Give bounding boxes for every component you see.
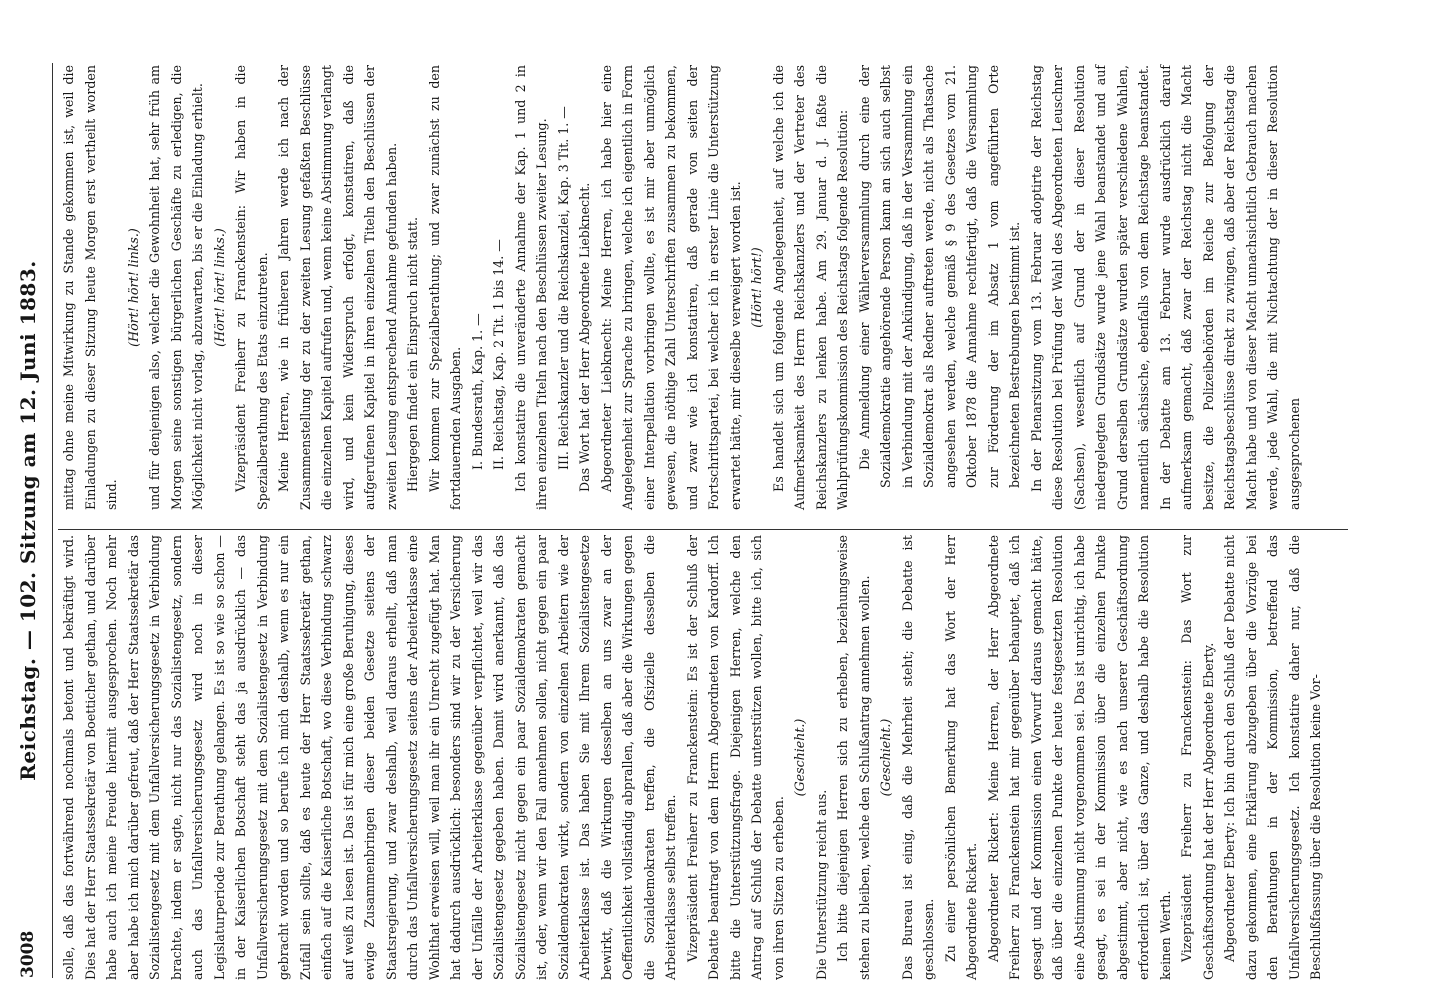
paragraph: Vizepräsident Freiherr zu Franckenstein: Wir haben in die Spezialberathung des Etats einzutreten. [233,65,270,510]
header-rule [52,63,53,978]
paragraph: Abgeordneter Liebknecht: Meine Herren, ich habe hier eine Angelegenheit zur Sprache zu bringen, welche ich eigentlich in Form einer Interpellation vorbringen wollte, es ist mir aber unmöglich gewesen, die nöthige Zahl Unterschriften zusammen zu bekommen, und zwar wie ich konstatiren, daß gerade von seiten der Fortschrittspartei, bei welcher ich in erster Linie die Unterstützung erwartet hätte, mir dieselbe verweigert worden ist. [598,65,743,510]
paragraph: mittag ohne meine Mitwirkung zu Stande gekommen ist, weil die Einladungen zu dieser Sitzung heute Morgen erst vertheilt worden sind. [61,65,119,510]
paragraph: Die Anmeldung einer Wählerversammlung durch eine der Sozialdemokratie angehörende Person kann an sich auch selbst in Verbindung mit der Ankündigung, daß in der Versammlung ein Sozialdemokrat als Redner auftreten werde, nicht als Thatsache angesehen werden, welche gemäß § 9 des Gesetzes vom 21. Oktober 1878 die Annahme rechtfertigt, daß die Versammlung zur Förderung der im Absatz 1 vom angeführten Orte bezeichneten Bestrebungen bestimmt ist. [856,65,1022,488]
page-header [14,63,48,978]
paragraph: Vizepräsident Freiherr zu Franckenstein: Das Wort zur Geschäftsordnung hat der Herr Abgeordnete Eberty. [1179,535,1216,980]
left-column [58,535,1327,980]
stage-direction: (Hört! hört! links.) [125,228,141,347]
paragraph: II. Reichstag, Kap. 2 Tit. 1 bis 14. — [491,239,506,470]
paragraph: I. Bundesrath, Kap. 1. — [469,313,485,470]
paragraph: Abgeordneter Rickert: Meine Herren, der Herr Abgeordnete Freiherr zu Franckenstein hat mir gegenüber behauptet, daß ich gesagt und der Kommission einen Vorwurf daraus gemacht hätte, daß über die einzelnen Punkte der heute festgesetzten Resolution eine Abstimmung nicht vorgenommen sei. Das ist unrichtig, ich habe gesagt, es sei in der Kommission über die einzelnen Punkte abgestimmt, aber nicht, wie es nach unserer Geschäftsordnung erforderlich ist, über das Ganze, und deshalb habe die Resolution keinen Werth. [985,535,1173,980]
stage-direction: (Hört! hört! links.) [211,228,227,347]
page-number: 3008 [18,930,38,978]
paragraph: Abgeordneter Eberty: Ich bin durch den Schluß der Debatte nicht dazu gekommen, eine Erklärung abzugeben über die Vorzüge bei den Berathungen in der Kommission, betreffend das Unfallversicherungsgesetz. Ich konstatire daher nur, daß die Beschlußfassung über die Resolution keine Vor- [1222,535,1323,980]
paragraph: Zu einer persönlichen Bemerkung hat das Wort der Herr Abgeordnete Rickert. [942,535,979,980]
page-title: Reichstag. — 102. Sitzung am 12. Juni 1883. [16,260,40,781]
paragraph: In der Plenarsitzung vom 13. Februar adoptirte der Reichstag diese Resolution bei Prüfung der Wahl des Abgeordneten Leuschner (Sachsen), wesentlich auf Grund der in dieser Resolution niedergelegten Grundsätze wurde jene Wahl beanstandet und auf Grund derselben Grundsätze wurden später verschiedene Wahlen, namentlich sächsische, ebenfalls von dem Reichstage beanstandet. In der Debatte am 13. Februar wurde ausdrücklich darauf aufmerksam gemacht, daß zwar der Reichstag nicht die Macht besitze, die Polizeibehörden im Reiche zur Befolgung der Reichstagsbeschlüsse direkt zu zwingen, daß aber der Reichstag die Macht habe und von dieser Macht unnachsichtlich Gebrauch machen werde, jede Wahl, die mit Nichtachtung der in dieser Resolution ausgesprochenen [1028,65,1302,510]
paragraph: Meine Herren, wie in früheren Jahren werde ich nach der Zusammenstellung der zu der zweiten Lesung gefaßten Beschlüsse die einzelnen Kapitel aufrufen und, wenn keine Abstimmung verlangt wird, und kein Widerspruch erfolgt, konstatiren, daß die aufgerufenen Kapitel in ihren einzelnen Titeln den Beschlüssen der zweiten Lesung entsprechend Annahme gefunden haben. [276,65,399,510]
paragraph: Wir kommen zur Spezialberathung; und zwar zunächst zu den fortdauernden Ausgaben. [426,65,463,510]
paragraph: solle, daß das fortwährend nochmals betont und bekräftigt wird. Dies hat der Herr Staatssekretär von Boetticher gethan, und darüber habe auch ich meine Freude hiermit ausgesprochen. Noch mehr aber habe ich mich darüber gefreut, daß der Herr Staatssekretär das Sozialistengesetz mit dem Unfallversicherungsgesetz in Verbindung brachte, indem er sagte, nicht nur das Sozialistengesetz, sondern auch das Unfallversicherungsgesetz wird noch in dieser Legislaturperiode zur Berathung gelangen. Es ist so wie so schon — in der Kaiserlichen Botschaft steht das ja ausdrücklich — das Unfallversicherungsgesetz mit dem Sozialistengesetz in Verbindung gebracht worden und so berufe ich mich deshalb, wenn es nur ein Zufall sein sollte, daß es heute der Herr Staatssekretär gethan, einfach auf die Kaiserliche Botschaft, wo diese Verbindung schwarz auf weiß zu lesen ist. Das ist für mich eine große Beruhigung, dieses ewige Zusammenbringen dieser beiden Gesetze seitens der Staatsregierung, und zwar deshalb, weil daraus erhellt, daß man durch das Unfallversicherungsgesetz seitens der Arbeiterklasse eine Wohlthat erweisen will, weil man ihr ein Unrecht zugefügt hat. Man hat dadurch ausdrücklich: besonders sind wir zu der Versicherung der Unfälle der Arbeiterklasse gegenüber verpflichtet, weil wir das Sozialistengesetz gegeben haben. Damit wird anerkannt, daß das Sozialistengesetz nicht gegen ein paar Sozialdemokraten gemacht ist, oder, wenn wir den Fall annehmen sollen, nicht gegen ein paar Sozialdemokraten wirkt, sondern von einzelnen Arbeitern wie der Arbeiterklasse ist. Das haben Sie mit Ihrem Sozialistengesetze bewirkt, daß die Wirkungen desselben an uns zwar an der Oeffentlichkeit vollständig abprallen, daß aber die Wirkungen gegen die Sozialdemokraten treffen, die Ofsizielle desselben die Arbeiterklasse selbst treffen. [61,535,678,980]
paragraph: Hiergegen findet ein Einspruch nicht statt. [405,217,420,492]
paragraph: Das Bureau ist einig, daß die Mehrheit steht; die Debatte ist geschlossen. [899,535,936,980]
paragraph: Ich konstatire die unveränderte Annahme der Kap. 1 und 2 in ihren einzelnen Titeln nach den Beschlüssen zweiter Lesung. [512,65,549,510]
paragraph: Die Unterstützung reicht aus. [813,789,829,980]
column-divider [58,529,1348,530]
paragraph: III. Reichskanzler und die Reichskanzlei, Kap. 3 Tit. 1. — [555,106,571,470]
right-column [58,65,1305,510]
paragraph: Ich bitte diejenigen Herren sich zu erheben, beziehungsweise stehen zu bleiben, welche den Schlußantrag annehmen wollen. [835,535,872,980]
stage-direction: (Geschieht.) [878,718,893,797]
paragraph: Vizepräsident Freiherr zu Franckenstein: Es ist der Schluß der Debatte beantragt von dem Herrn Abgeordneten von Kardorff. Ich bitte die Unterstützungsfrage. Diejenigen Herren, welche den Antrag auf Schluß der Debatte unterstützen wollen, bitte ich, sich von ihren Sitzen zu erheben. [684,535,786,980]
paragraph: und für denjenigen also, welcher die Gewohnheit hat, sehr früh am Morgen seine sonstigen bürgerlichen Geschäfte zu erledigen, die Möglichkeit nicht vorlag, abzuwarten, bis er die Einladung erhielt. [147,65,205,510]
paragraph: Das Wort hat der Herr Abgeordnete Liebknecht. [577,182,592,492]
stage-direction: (Hört! hört!) [749,247,764,328]
stage-direction: (Geschieht.) [792,718,807,797]
paragraph: Es handelt sich um folgende Angelegenheit, auf welche ich die Aufmerksamkeit des Herrn Reichskanzlers und der Vertreter des Reichskanzlers zu lenken habe. Am 29. Januar d. J. faßte die Wahlprüfungskommission des Reichstags folgende Resolution: [770,65,850,510]
